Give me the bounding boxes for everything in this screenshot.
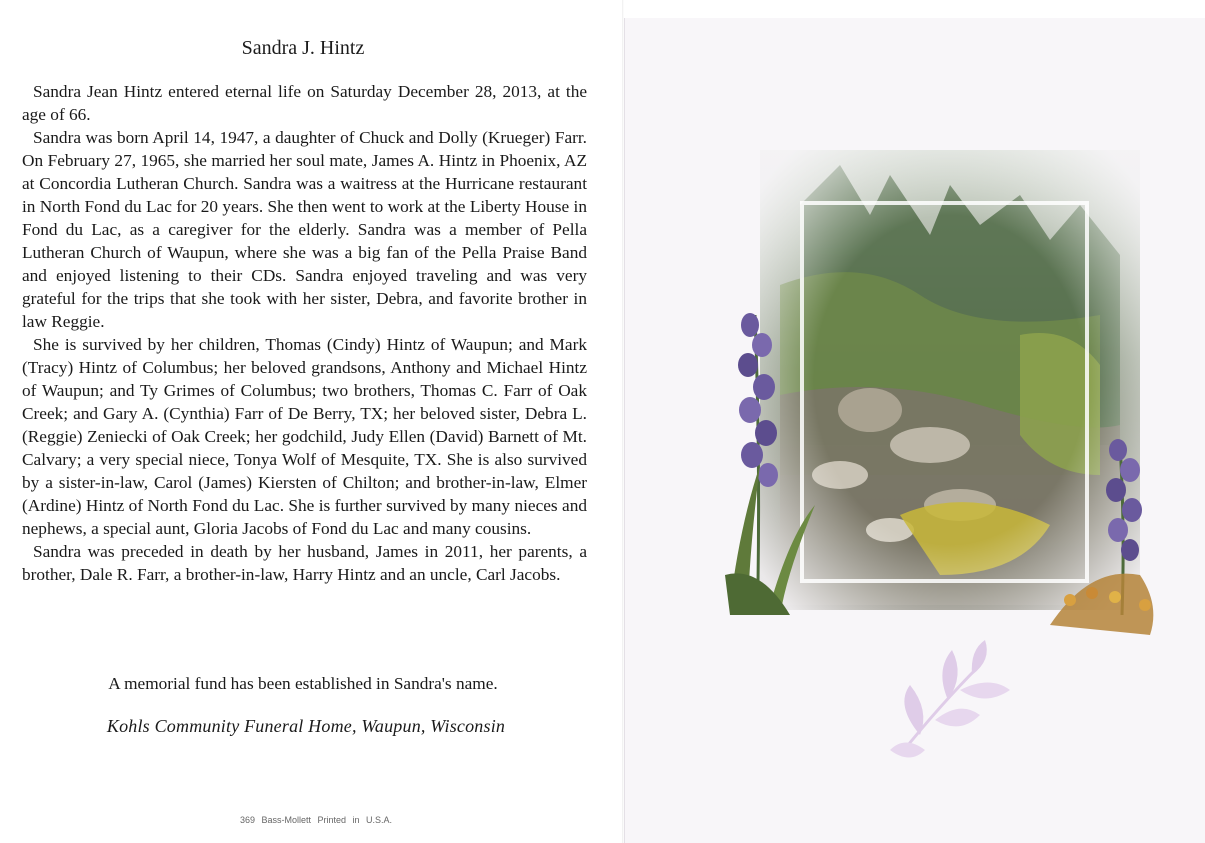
landscape-scene xyxy=(760,150,1140,610)
obituary-paragraph: She is survived by her children, Thomas (Cindy) Hintz of Waupun; and Mark (Tracy) Hintz of Columbus; her beloved grandsons, Anthony and Michael Hintz of Waupun; and Ty Grimes of Columbus; two brothers, Thomas C. Farr of Oak Creek; and Gary A. (Cynthia) Farr of De Berry, TX; her beloved sister, Debra L. (Reggie) Zeniecki of Oak Creek; her godchild, Judy Ellen (David) Barnett of Mt. Calvary; a very special niece, Tonya Wolf of Mesquite, TX. She is also survived by a sister-in-law, Carol (James) Kiersten of Chilton; and brother-in-law, Elmer (Ardine) Hintz of North Fond du Lac. She is further survived by many nieces and nephews, a special aunt, Gloria Jacobs of Fond du Lac and many cousins. xyxy=(22,335,587,538)
leaf-sprig-icon xyxy=(890,640,1010,758)
printer-mark: 369 Bass-Mollett Printed in U.S.A. xyxy=(239,815,393,825)
obituary-body xyxy=(22,80,587,586)
garden-landscape-illustration xyxy=(720,145,1180,760)
obituary-paragraph: Sandra Jean Hintz entered eternal life on Saturday December 28, 2013, at the age of 66. xyxy=(22,82,587,124)
obituary-paragraph: Sandra was preceded in death by her husband, James in 2011, her parents, a brother, Dale R. Farr, a brother-in-law, Harry Hintz and an uncle, Carl Jacobs. xyxy=(22,542,587,584)
funeral-home-signature: Kohls Community Funeral Home, Waupun, Wisconsin xyxy=(106,716,506,736)
memorial-line: A memorial fund has been established in Sandra's name. xyxy=(108,674,498,693)
obituary-paragraph: Sandra was born April 14, 1947, a daughter of Chuck and Dolly (Krueger) Farr. On February 27, 1965, she married her soul mate, James A. Hintz in Phoenix, AZ at Concordia Lutheran Church. Sandra was a waitress at the Hurricane restaurant in North Fond du Lac for 20 years. She then went to work at the Liberty House in Fond du Lac, as a caregiver for the elderly. Sandra was a member of Pella Lutheran Church of Waupun, where she was a big fan of the Pella Praise Band and enjoyed listening to their CDs. Sandra enjoyed traveling and was very grateful for the trips that she took with her sister, Debra, and favorite brother in law Reggie. xyxy=(22,128,587,331)
obituary-title: Sandra J. Hintz xyxy=(241,37,365,59)
